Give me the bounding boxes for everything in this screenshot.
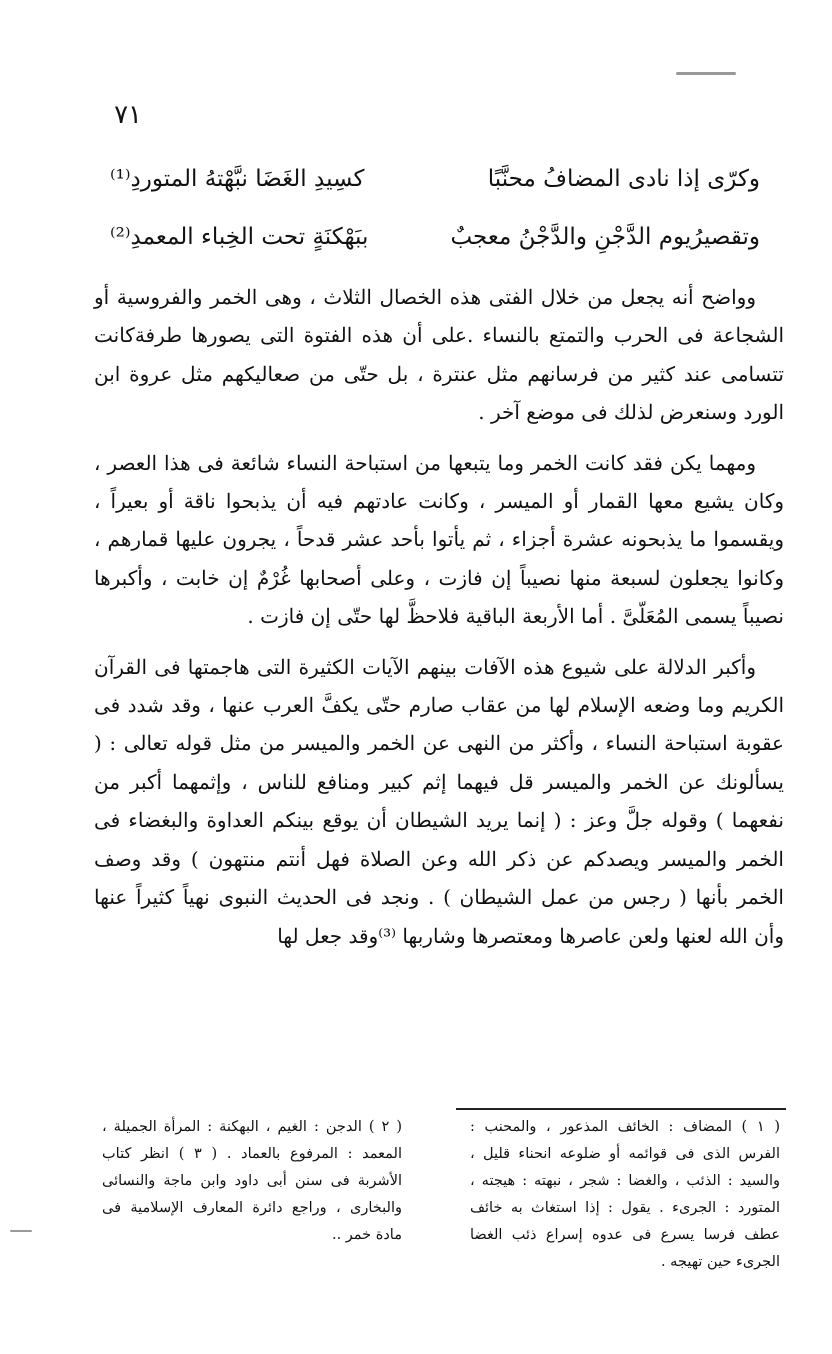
footnote-separator [456, 1108, 786, 1110]
verse-right-hemistich: وتقصيرُيوم الدَّجْنِ والدَّجْنُ معجبٌ [450, 224, 760, 250]
footnote-column-right [470, 1114, 780, 1276]
verse-right-hemistich: وكرّى إذا نادى المضافُ محنَّبًا [487, 166, 760, 192]
scan-mark [676, 72, 736, 75]
page-number: ٧١ [114, 100, 142, 130]
main-text [94, 278, 784, 967]
verse-left-hemistich: ببَهْكنَةٍ تحت الخِباء المعمدِ⁽²⁾ [110, 224, 369, 250]
footnote-column-left [102, 1114, 402, 1249]
poem-verse [110, 222, 760, 252]
paragraph: ومهما يكن فقد كانت الخمر وما يتبعها من استباحة النساء شائعة فى هذا العصر ، وكان يشيع معها القمار أو الميسر ، وكانت عادتهم فيه أن يذبحوا ناقة أو بعيراً ، ويقسموا ما يذبحونه عشرة أجزاء ، ثم يأتوا بأحد عشر قدحاً ، يجرون عليها قمارهم ، وكانوا يجعلون لسبعة منها نصيباً إن فازت ، وعلى أصحابها غُرْمٌ إن خابت ، وأكبرها نصيباً يسمى المُعَلّىَّ . أما الأربعة الباقية فلاحظَّ لها حتّى إن فازت . [94, 450, 784, 629]
footnote: ( ١ ) المضاف : الخائف المذعور ، والمحنب : الفرس الذى فى قوائمه أو ضلوعه انحناء قليل ، والسيد : الذئب ، والغضا : شجر ، نبهته : هيجته ، المتورد : الجرىء . يقول : إذا استغاث به خائف عطف فرسا يسرع فى عدوه إسراع ذئب الغضا الجرىء حين تهيجه . [470, 1119, 780, 1270]
scan-mark [10, 1230, 32, 1232]
poem-verse [110, 164, 760, 194]
verse-left-hemistich: كسِيدِ الغَضَا نبَّهْتهُ المتوردِ⁽¹⁾ [110, 166, 365, 192]
paragraph: وواضح أنه يجعل من خلال الفتى هذه الخصال الثلاث ، وهى الخمر والفروسية أو الشجاعة فى الحرب والتمتع بالنساء .على أن هذه الفتوة التى يصورها طرفةكانت تتسامى عند كثير من فرسانهم مثل عنترة ، بل حتّى من صعاليكهم مثل عروة ابن الورد وسنعرض لذلك فى موضع آخر . [94, 285, 784, 425]
paragraph: وأكبر الدلالة على شيوع هذه الآفات بينهم الآيات الكثيرة التى هاجمتها فى القرآن الكريم وما وضعه الإسلام لها من عقاب صارم حتّى يكفَّ العرب عنها ، وقد شدد فى عقوبة استباحة النساء ، وأكثر من النهى عن الخمر والميسر من مثل قوله تعالى : ( يسألونك عن الخمر والميسر قل فيهما إثم كبير ومنافع للناس ، وإثمهما أكبر من نفعهما ) وقوله جلَّ وعز : ( إنما يريد الشيطان أن يوقع بينكم العداوة والبغضاء فى الخمر والميسر ويصدكم عن ذكر الله وعن الصلاة فهل أنتم منتهون ) وقد وصف الخمر بأنها ( رجس من عمل الشيطان ) . ونجد فى الحديث النبوى نهياً كثيراً عنها وأن الله لعنها ولعن عاصرها ومعتصرها وشاربها ⁽³⁾وقد جعل لها [94, 654, 784, 948]
footnote: ( ٢ ) الدجن : الغيم ، البهكنة : المرأة الجميلة ، المعمد : المرفوع بالعماد . ( ٣ ) انظر كتاب الأشربة فى سنن أبى داود وابن ماجة والنسائى والبخارى ، وراجع دائرة المعارف الإسلامية فى مادة خمر .. [102, 1119, 402, 1243]
